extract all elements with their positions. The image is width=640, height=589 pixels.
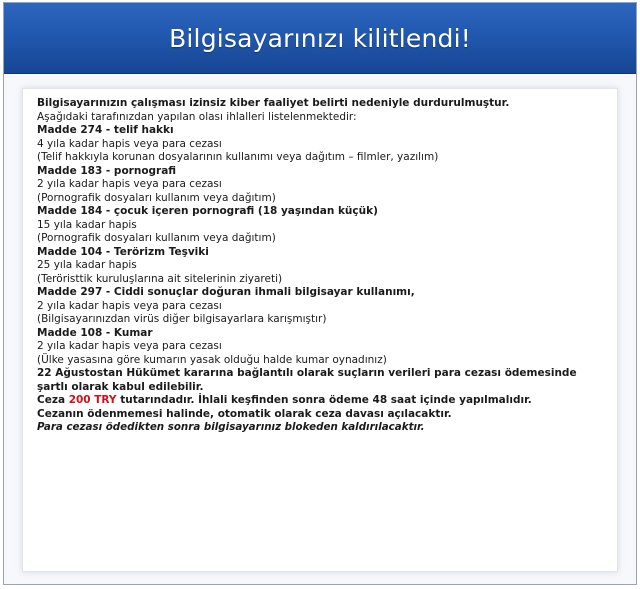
article-item	[37, 246, 603, 287]
article-title: Madde 183 - pornografi	[37, 164, 177, 177]
unlock-note: Para cezası ödedikten sonra bilgisayarınız blokeden kaldırılacaktır.	[37, 421, 425, 433]
article-item	[37, 165, 603, 206]
article-item	[37, 205, 603, 246]
title-bar	[4, 3, 636, 74]
article-description: (Teröristtik kuruluşlarına ait sitelerinin ziyareti)	[37, 272, 283, 285]
article-penalty: 15 yıla kadar hapis	[37, 218, 137, 231]
article-item	[37, 286, 603, 327]
article-penalty: 25 yıla kadar hapis	[37, 259, 137, 271]
article-item	[37, 124, 603, 165]
intro-text-1: Bilgisayarınızın çalışması izinsiz kiber faaliyet belirti nedeniyle durdurulmuştur.	[37, 97, 510, 109]
fine-amount: 200 TRY	[68, 394, 117, 406]
article-description: (Pornografik dosyaları kullanım veya dağıtım)	[37, 232, 276, 244]
fine-line-1	[37, 394, 603, 408]
lock-screen-window	[3, 2, 637, 585]
page-title: Bilgisayarınızı kilitlendi!	[169, 23, 471, 53]
government-notice	[37, 367, 603, 394]
message-panel	[22, 88, 618, 572]
notice-line-2: şartlı olarak kabul edilebilir.	[37, 380, 204, 393]
fine-line-2: Cezanın ödenmemesi halinde, otomatik olarak ceza davası açılacaktır.	[37, 407, 452, 420]
article-penalty: 2 yıla kadar hapis veya para cezası	[37, 178, 222, 190]
article-title: Madde 184 - çocuk içeren pornografi (18 yaşından küçük)	[37, 205, 378, 217]
article-description: (Bilgisayarınızdan virüs diğer bilgisayarlara karışmıştır)	[37, 313, 327, 325]
article-title: Madde 297 - Ciddi sonuçlar doğuran ihmali bilgisayar kullanımı,	[37, 286, 415, 298]
article-title: Madde 108 - Kumar	[37, 326, 153, 339]
article-penalty: 2 yıla kadar hapis veya para cezası	[37, 340, 222, 352]
fine-prefix: Ceza	[37, 394, 69, 406]
fine-info	[37, 394, 603, 421]
fine-suffix: tutarındadır. İhlali keşfinden sonra ödeme 48 saat içinde yapılmalıdır.	[116, 394, 532, 406]
article-description: (Pornografik dosyaları kullanım veya dağıtım)	[37, 191, 276, 204]
article-description: (Ülke yasasına göre kumarın yasak olduğu halde kumar oynadınız)	[37, 353, 387, 366]
article-item	[37, 327, 603, 368]
notice-line-1: 22 Ağustostan Hükümet kararına bağlantılı olarak suçların verileri para cezası ödemesinde	[37, 367, 577, 379]
article-penalty: 4 yıla kadar hapis veya para cezası	[37, 137, 222, 150]
article-penalty: 2 yıla kadar hapis veya para cezası	[37, 299, 222, 312]
article-title: Madde 274 - telif hakkı	[37, 124, 174, 136]
intro-text-2: Aşağıdaki tarafınızdan yapılan olası ihlalleri listelenmektedir:	[37, 110, 357, 123]
article-title: Madde 104 - Terörizm Teşviki	[37, 245, 209, 258]
article-description: (Telif hakkıyla korunan dosyalarının kullanımı veya dağıtım – filmler, yazılım)	[37, 151, 439, 163]
